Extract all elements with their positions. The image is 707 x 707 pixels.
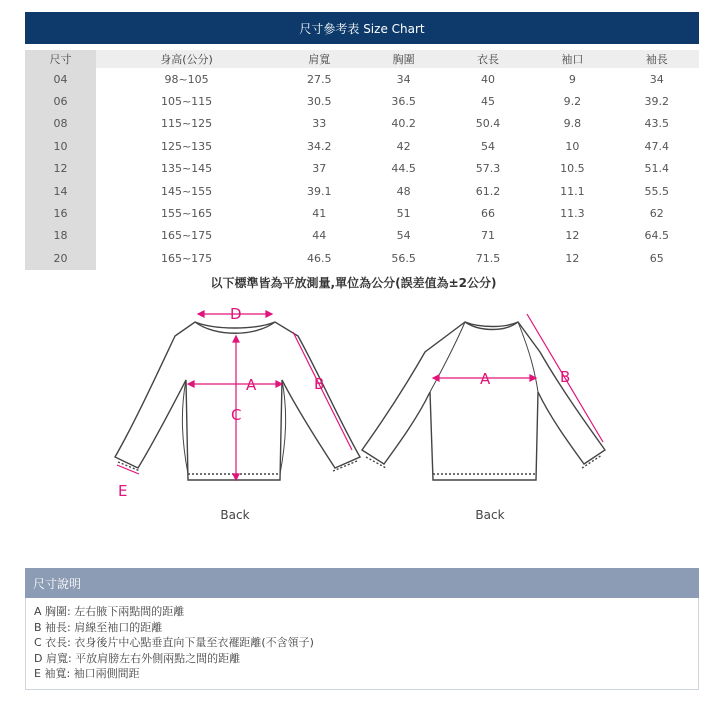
right-raglan-r — [518, 322, 538, 392]
table-cell: 155~165 — [160, 207, 213, 221]
table-cell: 135~145 — [160, 162, 213, 176]
table-cell: 34 — [649, 72, 664, 86]
table-cell: 145~155 — [160, 184, 213, 198]
right-raglan-l — [430, 322, 465, 392]
table-cell: 51 — [396, 207, 411, 221]
label-a-left: A — [246, 376, 257, 394]
table-cell: 46.5 — [307, 251, 332, 265]
table-row — [25, 202, 699, 224]
size-cell: 10 — [25, 135, 96, 157]
table-row — [25, 247, 699, 269]
legend-title: 尺寸說明 — [33, 576, 82, 591]
table-cell: 44.5 — [391, 162, 416, 176]
label-b-left: B — [314, 375, 325, 393]
table-cell: 33 — [312, 117, 327, 131]
table-cell: 11.1 — [560, 184, 585, 198]
header-chest: 胸圍 — [361, 50, 445, 68]
measure-c-arrow-t — [233, 336, 239, 342]
table-cell: 9.8 — [563, 117, 582, 131]
legend-body — [25, 598, 699, 690]
table-cell: 65 — [649, 251, 664, 265]
size-cell: 04 — [25, 68, 96, 90]
header-shoulder: 肩寬 — [277, 50, 361, 68]
measurement-note: 以下標準皆為平放測量,單位為公分(誤差值為±2公分) — [210, 276, 497, 290]
table-row — [25, 225, 699, 247]
size-chart-title — [25, 12, 699, 44]
measure-a-arrow-l — [188, 381, 194, 387]
label-a-right: A — [480, 370, 491, 388]
table-cell: 40.2 — [391, 117, 416, 131]
table-cell: 47.4 — [644, 139, 670, 153]
left-measure-labels — [118, 305, 324, 500]
table-row — [25, 158, 699, 180]
table-cell: 165~175 — [160, 229, 213, 243]
table-cell: 34.2 — [307, 139, 332, 153]
table-cell: 11.3 — [560, 207, 585, 221]
measure-a2-arrow-l — [433, 375, 439, 381]
right-garment — [362, 322, 605, 480]
table-cell: 71 — [481, 229, 496, 243]
table-cell: 165~175 — [160, 251, 213, 265]
table-cell: 71.5 — [475, 251, 501, 265]
header-height: 身高(公分) — [96, 50, 277, 68]
size-cell: 08 — [25, 113, 96, 135]
label-d: D — [230, 305, 242, 323]
left-caption: Back — [220, 508, 250, 522]
table-cell: 56.5 — [391, 251, 416, 265]
size-cell: 20 — [25, 247, 96, 269]
header-length: 衣長 — [446, 50, 530, 68]
legend-item-c: C 衣長: 衣身後片中心點垂直向下量至衣襬距離(不含領子) — [34, 636, 314, 649]
measure-d-arrow-l — [198, 311, 204, 317]
table-row — [25, 180, 699, 202]
table-cell: 115~125 — [160, 117, 213, 131]
table-cell: 41 — [312, 207, 327, 221]
table-cell: 12 — [565, 229, 580, 243]
table-cell: 105~115 — [160, 95, 213, 109]
table-cell: 10 — [565, 139, 580, 153]
legend-item-d: D 肩寬: 平放肩膀左右外側兩點之間的距離 — [34, 651, 241, 665]
table-cell: 34 — [396, 72, 411, 86]
legend-item-b: B 袖長: 肩線至袖口的距離 — [34, 620, 163, 634]
size-cell: 06 — [25, 90, 96, 112]
table-cell: 30.5 — [307, 95, 332, 109]
table-cell: 54 — [396, 229, 411, 243]
table-header-row — [25, 50, 699, 68]
right-collar — [465, 322, 518, 330]
label-c: C — [231, 406, 242, 424]
right-caption: Back — [475, 508, 505, 522]
left-cuff-rib-r — [333, 461, 357, 471]
header-size: 尺寸 — [25, 50, 96, 68]
size-chart-title-text: 尺寸參考表 Size Chart — [299, 21, 425, 36]
table-cell: 37 — [312, 162, 327, 176]
table-cell: 55.5 — [644, 184, 670, 198]
table-cell: 54 — [481, 139, 496, 153]
label-b-right: B — [560, 368, 571, 386]
label-e: E — [118, 482, 128, 500]
legend-header — [25, 568, 699, 598]
table-cell: 51.4 — [644, 162, 670, 176]
legend-item-a: A 胸圍: 左右腋下兩點間的距離 — [34, 605, 185, 618]
table-cell: 61.2 — [475, 184, 501, 198]
table-cell: 62 — [649, 207, 664, 221]
table-cell: 12 — [565, 251, 580, 265]
table-cell: 44 — [312, 229, 327, 243]
table-cell: 43.5 — [644, 117, 670, 131]
table-cell: 48 — [396, 184, 411, 198]
table-row — [25, 113, 699, 135]
table-row — [25, 90, 699, 112]
table-cell: 66 — [481, 207, 496, 221]
left-garment — [115, 322, 360, 480]
left-garment-outline — [115, 322, 360, 480]
table-cell: 57.3 — [475, 162, 501, 176]
table-cell: 9.2 — [563, 95, 582, 109]
table-cell: 40 — [481, 72, 496, 86]
size-cell: 12 — [25, 158, 96, 180]
legend-item-e: E 袖寬: 袖口兩側間距 — [34, 667, 140, 680]
table-cell: 42 — [396, 139, 411, 153]
table-cell: 64.5 — [644, 229, 670, 243]
table-row — [25, 68, 699, 90]
table-cell: 10.5 — [560, 162, 585, 176]
table-cell: 39.1 — [307, 184, 332, 198]
size-cell: 18 — [25, 225, 96, 247]
header-sleeve: 袖長 — [615, 50, 699, 68]
right-measure-lines — [433, 314, 603, 442]
table-cell: 50.4 — [475, 117, 501, 131]
garment-diagrams — [0, 292, 707, 532]
table-cell: 9 — [568, 72, 576, 86]
right-garment-outline — [362, 322, 605, 480]
measure-c-arrow-b — [233, 474, 239, 480]
table-cell: 36.5 — [391, 95, 416, 109]
table-cell: 39.2 — [644, 95, 670, 109]
size-cell: 14 — [25, 180, 96, 202]
measure-a-arrow-r — [276, 381, 282, 387]
size-cell: 16 — [25, 202, 96, 224]
left-measure-lines — [117, 311, 352, 480]
table-cell: 98~105 — [164, 72, 209, 86]
table-cell: 27.5 — [307, 72, 332, 86]
table-row — [25, 135, 699, 157]
measure-d-arrow-r — [266, 311, 272, 317]
right-cuff-rib-r — [582, 455, 602, 468]
size-table — [25, 50, 699, 270]
table-cell: 125~135 — [160, 139, 213, 153]
table-cell: 45 — [481, 95, 496, 109]
header-cuff: 袖口 — [530, 50, 614, 68]
